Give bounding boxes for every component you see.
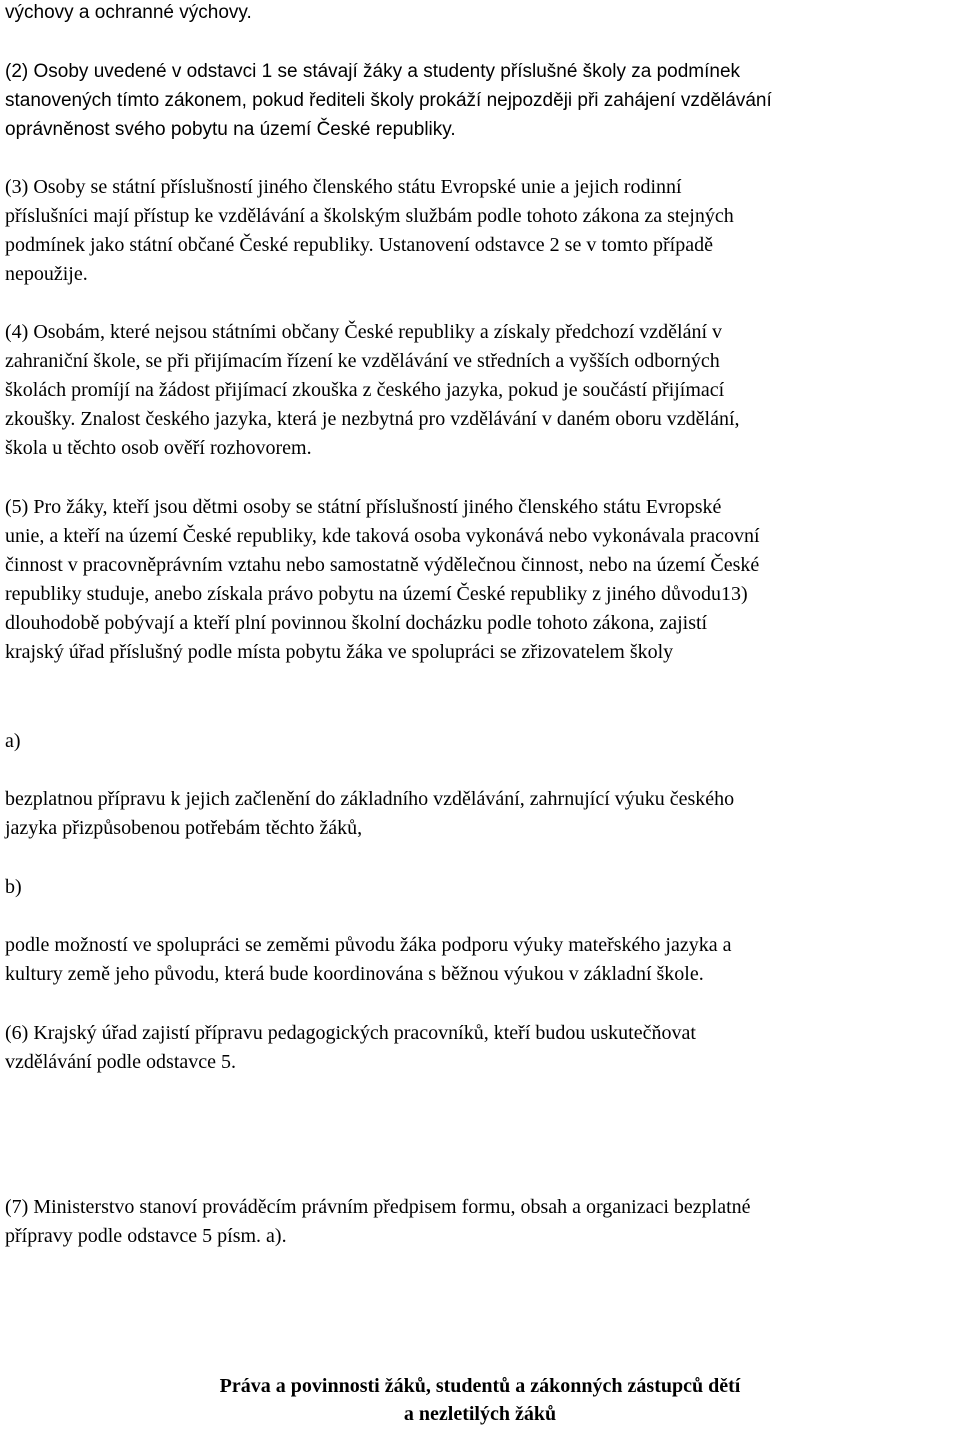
text-line: jazyka přizpůsobenou potřebám těchto žáků,	[5, 817, 363, 839]
text-line: krajský úřad příslušný podle místa pobytu žáka ve spolupráci se zřizovatelem školy	[5, 641, 674, 663]
text-line: zahraniční škole, se při přijímacím řízení ke vzdělávání ve středních a vyšších odborných	[5, 350, 720, 372]
text-line: zkoušky. Znalost českého jazyka, která je nezbytná pro vzdělávání v daném oboru vzdělání,	[5, 408, 740, 430]
text-line: nepoužije.	[5, 263, 88, 285]
paragraph-5	[5, 493, 955, 667]
text-line: bezplatnou přípravu k jejich začlenění do základního vzdělávání, zahrnující výuku českého	[5, 788, 735, 810]
text-line: stanovených tímto zákonem, pokud řediteli školy prokáží nejpozději při zahájení vzdělávání	[5, 90, 772, 111]
text-line: oprávněnost svého pobytu na území České republiky.	[5, 119, 456, 140]
text-line: vzdělávání podle odstavce 5.	[5, 1051, 237, 1073]
item-a-marker	[5, 727, 955, 756]
text-line: (4) Osobám, které nejsou státními občany České republiky a získaly předchozí vzdělání v	[5, 321, 723, 343]
text-line: (7) Ministerstvo stanoví prováděcím právním předpisem formu, obsah a organizaci bezplatné	[5, 1196, 751, 1218]
text-line: činnost v pracovněprávním vztahu nebo samostatně výdělečnou činnost, nebo na území České	[5, 554, 760, 576]
text-line: (5) Pro žáky, kteří jsou dětmi osoby se státní příslušností jiného členského státu Evropské	[5, 496, 722, 518]
item-a-text	[5, 785, 955, 843]
text-line: podmínek jako státní občané České republiky. Ustanovení odstavce 2 se v tomto případě	[5, 234, 713, 256]
text-line: kultury země jeho původu, která bude koordinována s běžnou výukou v základní škole.	[5, 963, 704, 985]
paragraph-2	[5, 57, 955, 144]
item-b-text	[5, 931, 955, 989]
paragraph-6	[5, 1019, 955, 1077]
text-line: příslušníci mají přístup ke vzdělávání a školským službám podle tohoto zákona za stejných	[5, 205, 734, 227]
text-line: republiky studuje, anebo získala právo pobytu na území České republiky z jiného důvodu13)	[5, 583, 748, 605]
list-marker: a)	[5, 730, 21, 752]
heading-line: Práva a povinnosti žáků, studentů a zákonných zástupců dětí	[219, 1375, 741, 1397]
paragraph-3	[5, 173, 955, 289]
text-line: dlouhodobě pobývají a kteří plní povinnou školní docházku podle tohoto zákona, zajistí	[5, 612, 708, 634]
text-line: (3) Osoby se státní příslušností jiného členského státu Evropské unie a jejich rodinní	[5, 176, 682, 198]
paragraph-7	[5, 1193, 955, 1251]
item-b-marker	[5, 873, 955, 902]
section-heading	[0, 1372, 960, 1428]
text-line: výchovy a ochranné výchovy.	[5, 2, 252, 23]
text-line: unie, a kteří na území České republiky, kde taková osoba vykonává nebo vykonávala pracovní	[5, 525, 760, 547]
intro-text	[5, 0, 955, 27]
paragraph-4	[5, 318, 955, 463]
text-line: škola u těchto osob ověří rozhovorem.	[5, 437, 312, 459]
text-line: školách promíjí na žádost přijímací zkouška z českého jazyka, pokud je součástí přijímací	[5, 379, 725, 401]
text-line: přípravy podle odstavce 5 písm. a).	[5, 1225, 287, 1247]
list-marker: b)	[5, 876, 22, 898]
heading-line: a nezletilých žáků	[403, 1403, 557, 1425]
text-line: podle možností ve spolupráci se zeměmi původu žáka podporu výuky mateřského jazyka a	[5, 934, 732, 956]
text-line: (2) Osoby uvedené v odstavci 1 se stávají žáky a studenty příslušné školy za podmínek	[5, 61, 741, 82]
text-line: (6) Krajský úřad zajistí přípravu pedagogických pracovníků, kteří budou uskutečňovat	[5, 1022, 696, 1044]
